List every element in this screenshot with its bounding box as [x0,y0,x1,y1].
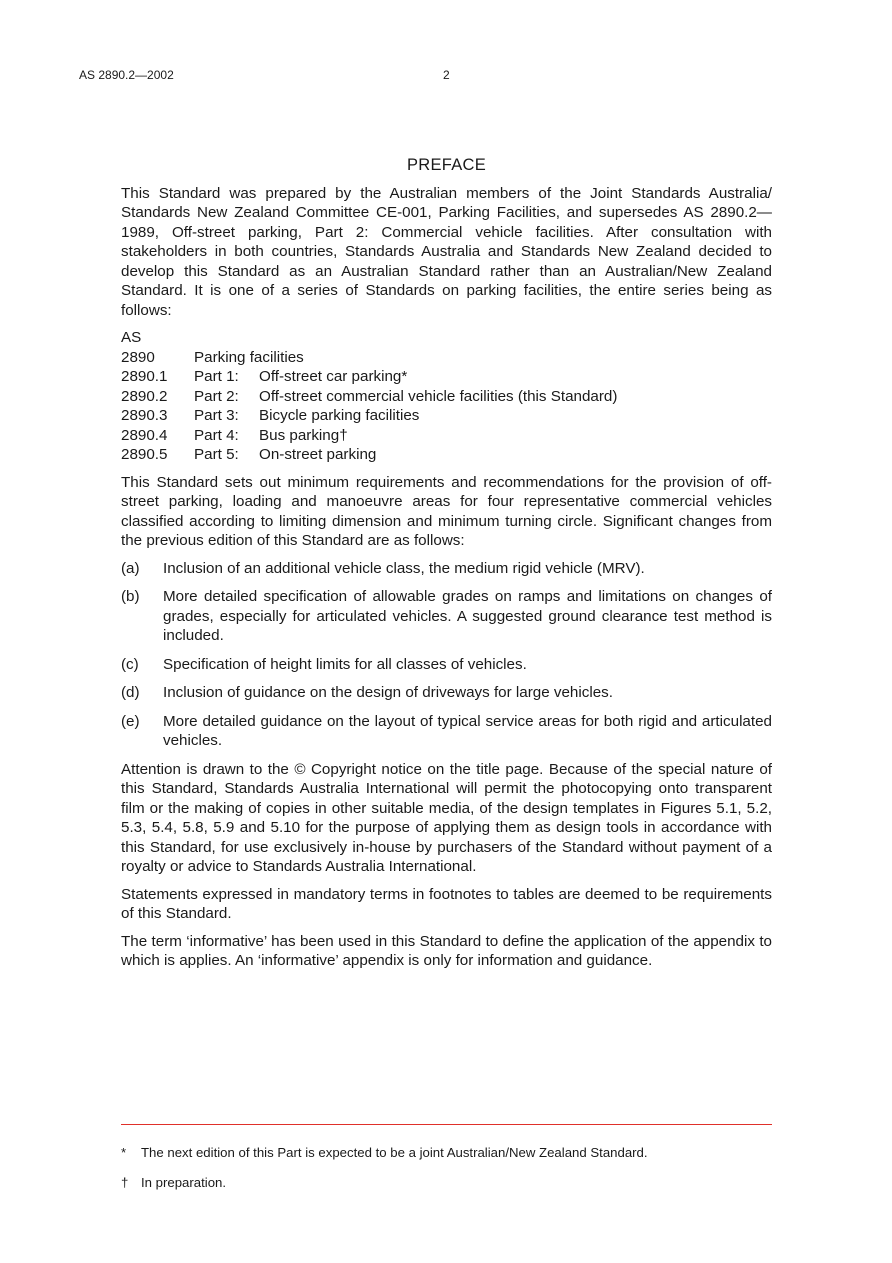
footnote [121,1144,772,1161]
list-item-text: Inclusion of guidance on the design of driveways for large vehicles. [163,684,613,701]
series-part: Part 2: [194,387,239,405]
series-number: 2890.4 [121,426,168,444]
series-number: 2890.5 [121,446,168,463]
list-item-text: More detailed guidance on the layout of typical service areas for both rigid and articulated vehicles. [163,712,772,749]
list-item-text: More detailed specification of allowable grades on ramps and limitations on changes of grades, especially for articulated vehicles. A suggested ground clearance test method is included. [163,588,772,644]
page-number: 2 [443,68,450,82]
footnotes [121,1144,772,1204]
series-row [121,426,772,446]
series-part: Part 5: [194,446,239,463]
series-row [121,406,772,426]
copyright-paragraph: Attention is drawn to the © Copyright notice on the title page. Because of the special nature of this Standard, Standards Australia International will permit the photocopying onto transparent film or the making of copies in other suitable media, of the design templates in Figures 5.1, 5.2, 5.3, 5.4, 5.8, 5.9 and 5.10 for the purpose of applying them as design tools in accordance with this Standard, for use exclusively in-house by purchasers of the Standard without payment of a royalty or advice to Standards Australia International. [121,760,772,875]
list-item [121,587,772,646]
series-number: 2890.2 [121,387,168,405]
footnote-divider [121,1124,772,1125]
list-item-marker: (c) [121,655,139,673]
scope-paragraph: This Standard sets out minimum requirements and recommendations for the provision of off-street parking, loading and manoeuvre areas for four representative commercial vehicles classified according to limiting dimension and minimum turning circle. Significant changes from the previous edition of this Standard are as follows: [121,473,772,549]
footnote-text: In preparation. [141,1175,227,1190]
list-item [121,712,772,751]
series-row [121,367,772,387]
list-item-marker: (e) [121,712,140,730]
running-header-document-id: AS 2890.2—2002 [79,68,174,82]
list-item-text: Specification of height limits for all classes of vehicles. [163,655,527,673]
series-row [121,348,772,368]
informative-paragraph: The term ‘informative’ has been used in this Standard to define the application of the appendix to which is applies. An ‘informative’ appendix is only for information and guidance. [121,932,772,969]
standards-series-list [121,328,772,465]
list-item [121,655,772,675]
list-item [121,559,772,579]
footnote-marker: * [121,1145,127,1160]
list-item-marker: (d) [121,684,140,701]
preface-title: PREFACE [406,156,487,174]
series-title: Off-street car parking* [259,368,408,385]
footnote-marker: † [121,1175,129,1190]
series-title: Parking facilities [194,348,304,366]
footnote [121,1174,772,1191]
list-item-text: Inclusion of an additional vehicle class, the medium rigid vehicle (MRV). [163,559,645,577]
series-row [121,387,772,407]
list-item-marker: (b) [121,588,140,605]
series-number: 2890 [121,348,155,366]
changes-list [121,559,772,751]
series-title: Off-street commercial vehicle facilities (this Standard) [259,387,618,405]
footnote-text: The next edition of this Part is expected to be a joint Australian/New Zealand Standard. [141,1145,648,1160]
preface-section [121,156,772,979]
preface-intro-paragraph: This Standard was prepared by the Australian members of the Joint Standards Australia/ Standards New Zealand Committee CE-001, Parking Facilities, and supersedes AS 2890.2—1989, Off-street parking, Part 2: Commercial vehicle facilities. After consultation with stakeholders in both countries, Standards Australia and Standards New Zealand decided to develop this Standard as an Australian Standard rather than an Australian/New Zealand Standard. It is one of a series of Standards on parking facilities, the entire series being as follows: [121,184,772,319]
series-title: On-street parking [259,446,377,463]
series-part: Part 4: [194,426,239,444]
series-heading: AS [121,329,142,346]
series-title: Bicycle parking facilities [259,407,420,424]
series-number: 2890.3 [121,407,168,424]
list-item [121,683,772,703]
statements-paragraph: Statements expressed in mandatory terms in footnotes to tables are deemed to be requirements of this Standard. [121,885,772,922]
list-item-marker: (a) [121,559,140,577]
series-part: Part 1: [194,368,239,385]
series-number: 2890.1 [121,368,168,385]
series-title: Bus parking† [259,426,348,444]
series-row [121,445,772,465]
series-part: Part 3: [194,407,239,424]
